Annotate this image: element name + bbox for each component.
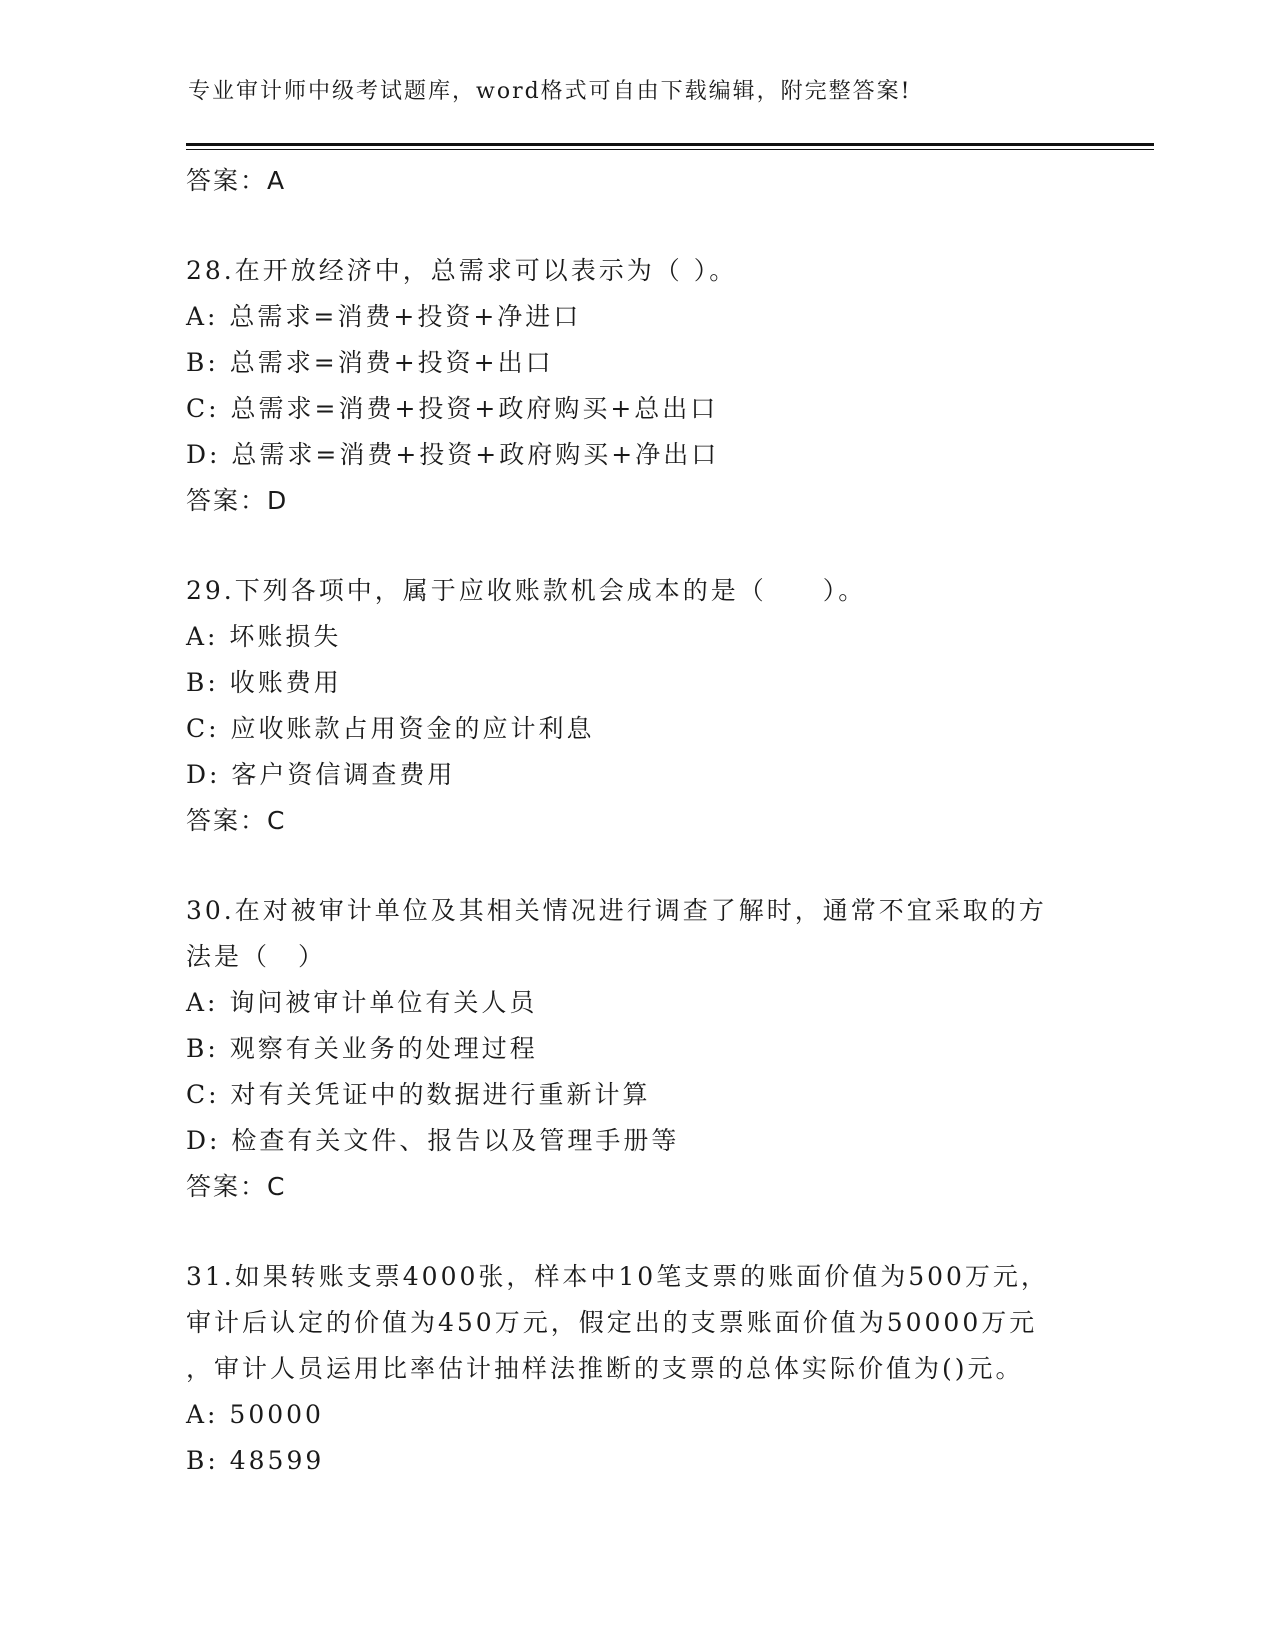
option-b: B: 总需求=消费+投资+出口 [186, 348, 554, 377]
question-block [186, 1254, 1086, 1484]
question-stem-continued: 审计后认定的价值为450万元，假定出的支票账面价值为50000万元 [186, 1308, 1038, 1337]
answer-line: 答案：C [186, 1172, 287, 1201]
option-c: C: 应收账款占用资金的应计利息 [186, 714, 595, 743]
option-d: D: 客户资信调查费用 [186, 760, 456, 789]
question-stem: 31.如果转账支票4000张，样本中10笔支票的账面价值为500万元， [186, 1262, 1049, 1291]
answer-line: 答案：A [186, 166, 287, 195]
answer-line: 答案：C [186, 806, 287, 835]
option-a: A: 50000 [186, 1400, 324, 1429]
header-rule-thin [186, 149, 1154, 150]
spacer [186, 524, 1086, 568]
option-a: A: 询问被审计单位有关人员 [186, 988, 538, 1017]
option-c: C: 总需求=消费+投资+政府购买+总出口 [186, 394, 719, 423]
question-stem: 28.在开放经济中，总需求可以表示为（ ）。 [186, 256, 738, 285]
question-block [186, 248, 1086, 524]
question-stem-continued: ，审计人员运用比率估计抽样法推断的支票的总体实际价值为()元。 [186, 1354, 1024, 1383]
option-b: B: 观察有关业务的处理过程 [186, 1034, 538, 1063]
answer-line: 答案：D [186, 486, 289, 515]
spacer [186, 844, 1086, 888]
option-b: B: 48599 [186, 1446, 325, 1475]
header-rule-thick [186, 143, 1154, 146]
option-c: C: 对有关凭证中的数据进行重新计算 [186, 1080, 651, 1109]
option-a: A: 坏账损失 [186, 622, 342, 651]
page-header: 专业审计师中级考试题库，word格式可自由下载编辑，附完整答案! [188, 79, 912, 104]
question-stem: 30.在对被审计单位及其相关情况进行调查了解时，通常不宜采取的方 [186, 896, 1047, 925]
question-block [186, 568, 1086, 844]
option-b: B: 收账费用 [186, 668, 342, 697]
option-d: D: 总需求=消费+投资+政府购买+净出口 [186, 440, 720, 469]
question-stem-continued: 法是（ ） [186, 942, 327, 971]
question-stem: 29.下列各项中，属于应收账款机会成本的是（ ）。 [186, 576, 867, 605]
option-d: D: 检查有关文件、报告以及管理手册等 [186, 1126, 680, 1155]
spacer [186, 1210, 1086, 1254]
spacer [186, 204, 1086, 248]
question-block [186, 888, 1086, 1210]
option-a: A: 总需求=消费+投资+净进口 [186, 302, 582, 331]
question-content [186, 158, 1086, 1484]
